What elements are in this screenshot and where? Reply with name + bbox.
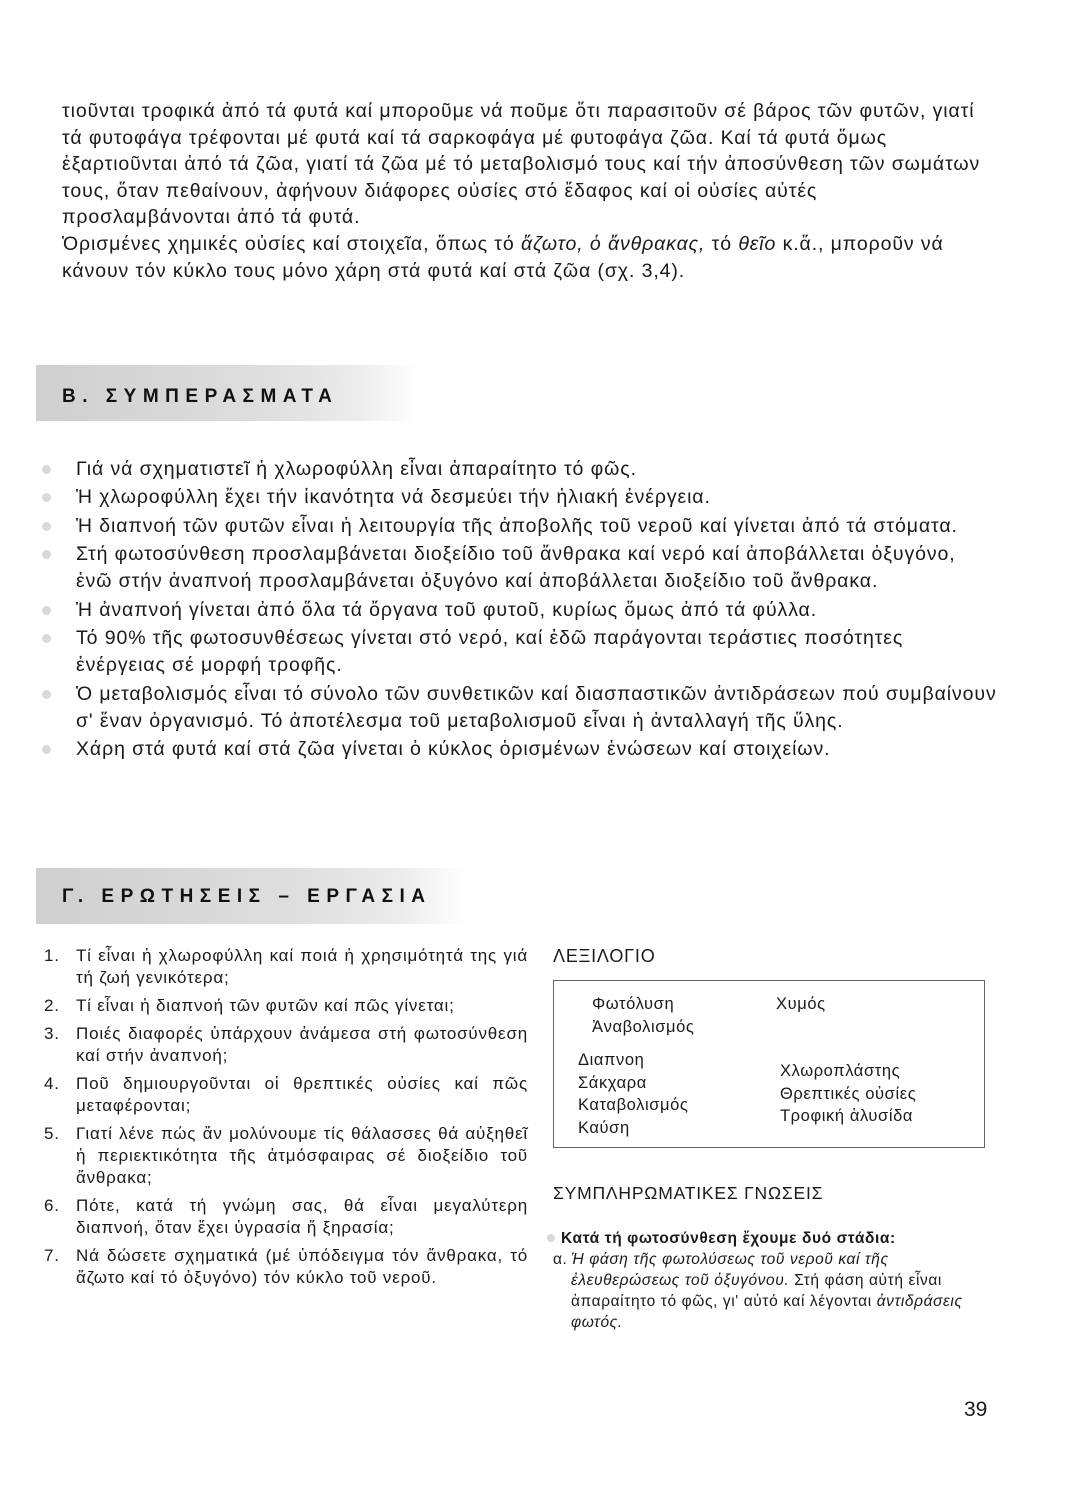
question-number: 6. bbox=[44, 1196, 60, 1215]
lexicon-term: Φωτόλυση bbox=[592, 995, 675, 1013]
question-item bbox=[44, 1073, 528, 1117]
conclusion-item bbox=[38, 597, 998, 624]
question-item bbox=[44, 1195, 528, 1239]
lexicon-term: Ἀναβολισμός bbox=[592, 1017, 695, 1036]
supplementary-heading: ΣΥΜΠΛΗΡΩΜΑΤΙΚΕΣ ΓΝΩΣΕΙΣ bbox=[553, 1183, 824, 1203]
conclusion-item bbox=[38, 736, 998, 763]
question-number: 3. bbox=[44, 1024, 60, 1043]
lexicon-term: Καύση bbox=[578, 1118, 630, 1137]
bullet-dot-icon bbox=[42, 493, 51, 502]
question-number: 2. bbox=[44, 996, 60, 1015]
lexicon-term: Καταβολισμός bbox=[578, 1096, 689, 1114]
intro-p2-em1: ἄζωτο, ὁ ἄνθρακας, bbox=[520, 232, 706, 255]
question-text: Γιατί λένε πώς ἄν μολύνουμε τίς θάλασσες θά αὐξηθεῖ ἡ περιεκτικότητα τῆς ἀτμόσφαιρας σέ διοξείδιο τοῦ ἄνθρακα; bbox=[76, 1124, 528, 1187]
question-text: Ποιές διαφορές ὑπάρχουν ἀνάμεσα στή φωτοσύνθεση καί στήν ἀναπνοή; bbox=[76, 1024, 528, 1065]
conclusion-item bbox=[38, 513, 998, 540]
intro-p2-em2: θεῖο bbox=[738, 232, 777, 255]
lexicon-term: Χυμός bbox=[776, 995, 826, 1013]
lexicon-heading: ΛΕΞΙΛΟΓΙΟ bbox=[553, 946, 656, 966]
section-b-title: Β. ΣΥΜΠΕΡΑΣΜΑΤΑ bbox=[62, 386, 339, 407]
question-number: 7. bbox=[44, 1246, 60, 1265]
lexicon-term: Διαπνοη bbox=[578, 1051, 645, 1069]
question-item bbox=[44, 995, 528, 1017]
conclusion-item bbox=[38, 681, 998, 735]
conclusion-text: Ἡ διαπνοή τῶν φυτῶν εἶναι ἡ λειτουργία τῆς ἀποβολῆς τοῦ νεροῦ καί γίνεται ἀπό τά στόματα. bbox=[76, 514, 958, 537]
conclusion-text: Ὁ μεταβολισμός εἶναι τό σύνολο τῶν συνθετικῶν καί διασπαστικῶν ἀντιδράσεων πού συμβαίνουν σ' ἕναν ὀργανισμό. Τό ἀποτέλεσμα τοῦ μεταβολισμοῦ εἶναι ἡ ἀνταλλαγή τῆς ὕλης. bbox=[76, 682, 997, 732]
intro-p2-end: κ.ἄ., μποροῦν νά κάνουν τόν κύκλο τους μόνο χάρη στά φυτά καί στά ζῶα (σχ. 3,4). bbox=[62, 232, 944, 282]
page-number: 39 bbox=[964, 1398, 988, 1421]
question-text: Τί εἶναι ἡ χλωροφύλλη καί ποιά ἡ χρησιμότητά της γιά τή ζωή γενικότερα; bbox=[76, 946, 528, 987]
bullet-dot-icon bbox=[42, 745, 51, 754]
lexicon-column-a bbox=[592, 993, 694, 1038]
question-item bbox=[44, 1245, 528, 1289]
conclusion-text: Στή φωτοσύνθεση προσλαμβάνεται διοξείδιο τοῦ ἄνθρακα καί νερό καί ἀποβάλλεται ὀξυγόνο, ἐνῶ στήν ἀναπνοή προσλαμβάνεται ὀξυγόνο καί ἀποβάλλεται διοξείδιο τοῦ ἄνθρακα. bbox=[76, 543, 956, 593]
conclusion-text: Γιά νά σχηματιστεῖ ἡ χλωροφύλλη εἶναι ἀπαραίτητο τό φῶς. bbox=[76, 458, 637, 480]
question-item bbox=[44, 1023, 528, 1067]
lexicon-column-d bbox=[780, 1060, 916, 1128]
bullet-dot-icon bbox=[42, 634, 51, 643]
supplementary-lead-text: Κατά τή φωτοσύνθεση ἔχουμε δυό στάδια: bbox=[561, 1230, 896, 1247]
lexicon-term: Σάκχαρα bbox=[578, 1073, 647, 1092]
supplementary-item-em: Ἡ φάση τῆς φωτολύσεως τοῦ νεροῦ καί τῆς ἐλευθερώσεως τοῦ ὀξυγόνου. bbox=[571, 1251, 889, 1289]
lexicon-term: Τροφική ἁλυσίδα bbox=[780, 1107, 914, 1125]
conclusion-item bbox=[38, 456, 998, 483]
supplementary-item-number: α. bbox=[553, 1251, 568, 1268]
intro-text bbox=[62, 98, 992, 284]
supplementary-item-em2: ἀντιδράσεις φωτός. bbox=[571, 1293, 963, 1331]
supplementary-item-text: Στή φάση αὐτή εἶναι ἀπαραίτητο τό φῶς, γι' αὐτό καί λέγονται bbox=[571, 1272, 942, 1310]
conclusion-item bbox=[38, 484, 998, 511]
conclusion-item bbox=[38, 625, 998, 679]
question-number: 5. bbox=[44, 1124, 60, 1143]
question-number: 4. bbox=[44, 1074, 60, 1093]
lexicon-term: Χλωροπλάστης bbox=[780, 1062, 901, 1080]
supplementary-item-a bbox=[553, 1249, 989, 1333]
lexicon-box bbox=[553, 980, 985, 1148]
question-number: 1. bbox=[44, 946, 60, 965]
conclusion-text: Τό 90% τῆς φωτοσυνθέσεως γίνεται στό νερό, καί ἐδῶ παράγονται τεράστιες ποσότητες ἐνέργειας σέ μορφή τροφῆς. bbox=[76, 627, 904, 677]
lexicon-column-b bbox=[578, 1049, 688, 1139]
lexicon-term: Θρεπτικές οὐσίες bbox=[780, 1084, 917, 1103]
question-text: Ποῦ δημιουργοῦνται οἱ θρεπτικές οὐσίες καί πῶς μεταφέρονται; bbox=[76, 1074, 528, 1115]
bullet-dot-icon bbox=[42, 606, 51, 615]
bullet-dot-icon bbox=[42, 465, 51, 474]
conclusion-item bbox=[38, 541, 998, 595]
question-item bbox=[44, 1123, 528, 1189]
bullet-dot-icon bbox=[547, 1234, 555, 1242]
question-text: Νά δώσετε σχηματικά (μέ ὑπόδειγμα τόν ἄνθρακα, τό ἄζωτο καί τό ὀξυγόνο) τόν κύκλο τοῦ νεροῦ. bbox=[76, 1246, 528, 1287]
lexicon-column-c bbox=[776, 993, 826, 1016]
bullet-dot-icon bbox=[42, 522, 51, 531]
intro-paragraph-1: τιοῦνται τροφικά ἀπό τά φυτά καί μποροῦμε νά ποῦμε ὅτι παρασιτοῦν σέ βάρος τῶν φυτῶν, γιατί τά φυτοφάγα τρέφονται μέ φυτά καί τά σαρκοφάγα μέ φυτοφάγα ζῶα. Καί τά φυτά ὅμως ἐξαρτιοῦνται ἀπό τά ζῶα, γιατί τά ζῶα μέ τό μεταβολισμό τους καί τήν ἀποσύνθεση τῶν σωμάτων τους, ὅταν πεθαίνουν, ἀφήνουν διάφορες οὐσίες στό ἔδαφος καί οἱ οὐσίες αὐτές προσλαμβάνονται ἀπό τά φυτά. bbox=[62, 100, 981, 229]
question-text: Τί εἶναι ἡ διαπνοή τῶν φυτῶν καί πῶς γίνεται; bbox=[76, 996, 455, 1015]
bullet-dot-icon bbox=[42, 690, 51, 699]
intro-paragraph-2 bbox=[62, 231, 992, 284]
supplementary-lead bbox=[553, 1228, 989, 1249]
question-item bbox=[44, 945, 528, 989]
conclusion-text: Ἡ χλωροφύλλη ἔχει τήν ἱκανότητα νά δεσμεύει τήν ἡλιακή ἐνέργεια. bbox=[76, 486, 711, 509]
conclusion-text: Χάρη στά φυτά καί στά ζῶα γίνεται ὁ κύκλος ὁρισμένων ἑνώσεων καί στοιχείων. bbox=[76, 738, 831, 761]
supplementary-text bbox=[553, 1228, 989, 1333]
questions-list bbox=[44, 945, 528, 1295]
bullet-dot-icon bbox=[42, 550, 51, 559]
conclusion-text: Ἡ ἀναπνοή γίνεται ἀπό ὅλα τά ὄργανα τοῦ φυτοῦ, κυρίως ὅμως ἀπό τά φύλλα. bbox=[76, 598, 818, 621]
question-text: Πότε, κατά τή γνώμη σας, θά εἶναι μεγαλύτερη διαπνοή, ὅταν ἔχει ὑγρασία ἤ ξηρασία; bbox=[76, 1196, 528, 1237]
conclusions-list bbox=[38, 456, 998, 765]
intro-p2-mid: τό bbox=[705, 232, 739, 255]
intro-p2-start: Ὁρισμένες χημικές οὐσίες καί στοιχεῖα, ὅπως τό bbox=[62, 232, 521, 255]
section-c-title: Γ. ΕΡΩΤΗΣΕΙΣ – ΕΡΓΑΣΙΑ bbox=[62, 886, 432, 907]
